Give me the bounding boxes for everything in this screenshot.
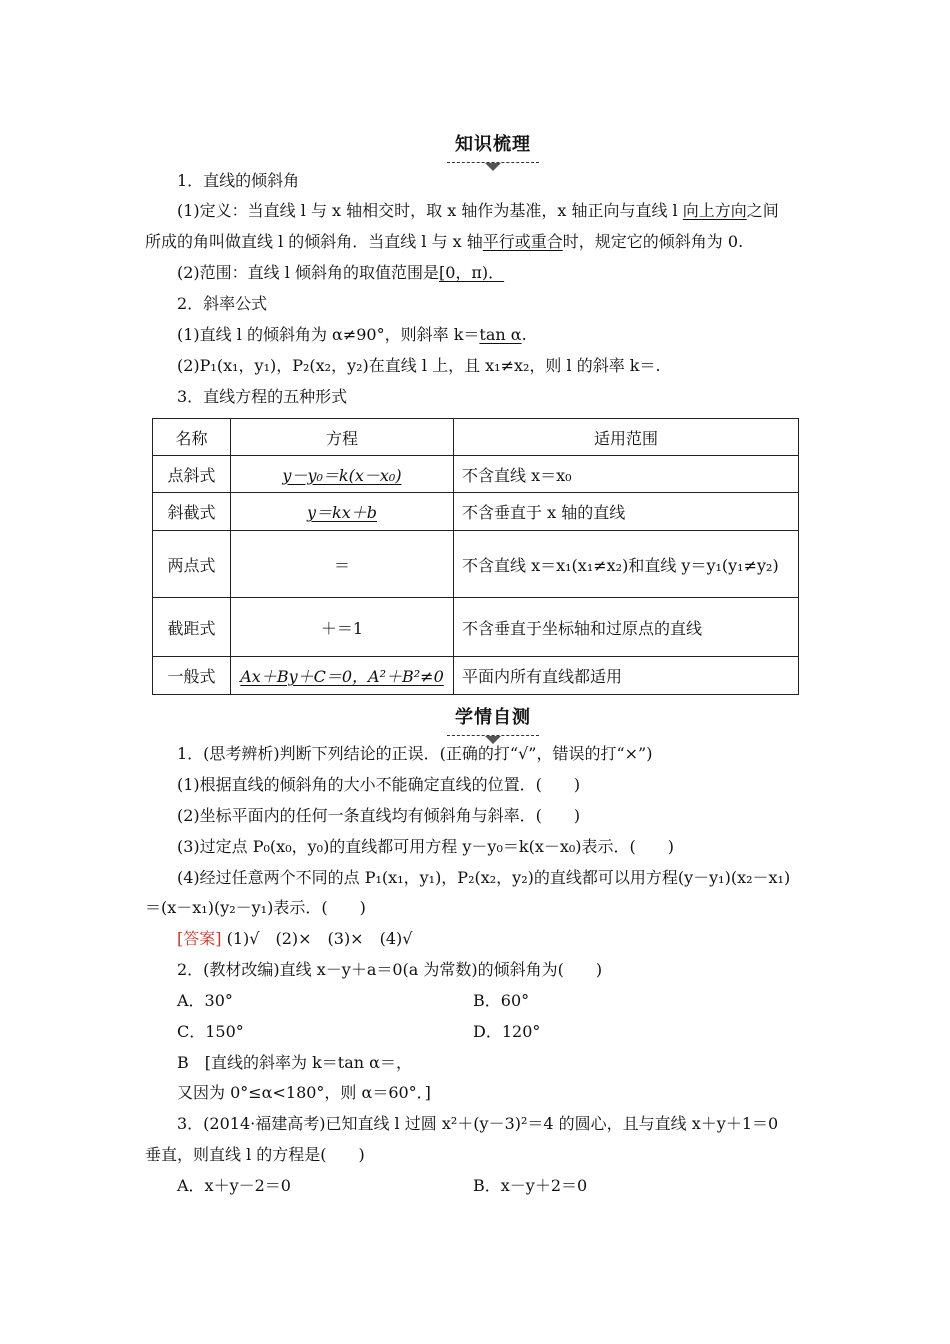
row-name: 斜截式 <box>153 493 231 531</box>
text: (2)范围：直线 l 倾斜角的取值范围是 <box>177 263 439 282</box>
table-row <box>153 657 799 695</box>
q3-option-a: A．x＋y－2＝0 <box>177 1176 291 1195</box>
equation-text: y－y₀＝k(x－x₀) <box>282 465 402 485</box>
row-equation <box>231 657 454 695</box>
q3-title-cont: 垂直，则直线 l 的方程是( ) <box>145 1145 365 1164</box>
row-name: 两点式 <box>153 531 231 598</box>
answer-fill: 平行或重合 <box>482 232 563 251</box>
s2-title: 2．斜率公式 <box>177 294 268 313</box>
table-row <box>153 493 799 531</box>
table-header-row <box>153 419 799 456</box>
row-equation: ＋＝1 <box>231 598 454 657</box>
row-scope: 不含直线 x＝x₀ <box>454 456 799 493</box>
answer-fill: [0，π)． <box>438 263 505 282</box>
answer-fill: tan α <box>479 325 522 344</box>
q1-answer <box>177 928 412 950</box>
row-scope: 不含垂直于 x 轴的直线 <box>454 493 799 531</box>
s1-definition <box>177 200 779 222</box>
text: (1)直线 l 的倾斜角为 α≠90°，则斜率 k＝ <box>177 325 480 344</box>
row-name: 一般式 <box>153 657 231 695</box>
down-triangle-icon <box>485 163 501 171</box>
table-row <box>153 598 799 657</box>
heading-text: 学情自测 <box>455 707 531 728</box>
s1-range <box>177 262 504 284</box>
header-scope: 适用范围 <box>454 419 799 456</box>
q1-item: (3)过定点 P₀(x₀，y₀)的直线都可用方程 y－y₀＝k(x－x₀)表示．( ) <box>177 837 675 856</box>
q2-title: 2．(教材改编)直线 x－y＋a＝0(a 为常数)的倾斜角为( ) <box>177 960 603 979</box>
equation-text: y＝kx＋b <box>306 503 377 522</box>
equation-text: Ax＋By＋C＝0，A²＋B²≠0 <box>240 667 444 686</box>
q1-item: (4)经过任意两个不同的点 P₁(x₁，y₁)，P₂(x₂，y₂)的直线都可以用方程(y－y₁)(x₂－x₁) <box>177 868 791 887</box>
text: 之间 <box>746 201 779 220</box>
section-heading-knowledge <box>447 130 539 171</box>
answer-tag: [答案] <box>177 929 222 948</box>
s2-line1 <box>177 324 527 346</box>
table-row <box>153 531 799 598</box>
answer-fill: 向上方向 <box>682 201 747 220</box>
q2-option-c: C．150° <box>177 1022 244 1041</box>
q1-title: 1．(思考辨析)判断下列结论的正误．(正确的打“√”，错误的打“×”) <box>177 744 653 763</box>
row-equation: ＝ <box>231 531 454 598</box>
header-equation: 方程 <box>231 419 454 456</box>
text: . <box>521 325 527 344</box>
s1-title: 1．直线的倾斜角 <box>177 171 300 190</box>
heading-text: 知识梳理 <box>455 134 531 155</box>
s3-title: 3．直线方程的五种形式 <box>177 387 348 406</box>
row-equation <box>231 493 454 531</box>
row-scope: 不含垂直于坐标轴和过原点的直线 <box>454 598 799 657</box>
s2-line2: (2)P₁(x₁，y₁)，P₂(x₂，y₂)在直线 l 上，且 x₁≠x₂，则 l 的斜率 k＝. <box>177 356 661 375</box>
header-name: 名称 <box>153 419 231 456</box>
answer-text: (1)√ (2)× (3)× (4)√ <box>221 929 413 948</box>
s1-definition-cont <box>145 231 743 253</box>
row-name: 截距式 <box>153 598 231 657</box>
section-heading-self-test <box>447 703 539 744</box>
q2-option-b: B．60° <box>473 991 530 1010</box>
row-equation <box>231 456 454 493</box>
q2-option-d: D．120° <box>473 1022 541 1041</box>
q1-item: (1)根据直线的倾斜角的大小不能确定直线的位置．( ) <box>177 775 581 794</box>
q2-solution: B [直线的斜率为 k＝tan α＝， <box>177 1053 412 1072</box>
q2-solution-cont: 又因为 0°≤α<180°，则 α＝60°．] <box>177 1083 431 1102</box>
q1-item-cont: ＝(x－x₁)(y₂－y₁)表示．( ) <box>145 898 366 917</box>
row-scope: 不含直线 x＝x₁(x₁≠x₂)和直线 y＝y₁(y₁≠y₂) <box>454 531 799 598</box>
q1-item: (2)坐标平面内的任何一条直线均有倾斜角与斜率．( ) <box>177 806 581 825</box>
text: (1)定义：当直线 l 与 x 轴相交时，取 x 轴作为基准，x 轴正向与直线 l <box>177 201 683 220</box>
q3-option-b: B．x－y＋2＝0 <box>473 1176 588 1195</box>
text: 所成的角叫做直线 l 的倾斜角．当直线 l 与 x 轴 <box>145 232 483 251</box>
row-name: 点斜式 <box>153 456 231 493</box>
table-row <box>153 456 799 493</box>
row-scope: 平面内所有直线都适用 <box>454 657 799 695</box>
q2-option-a: A．30° <box>177 991 233 1010</box>
equation-forms-table <box>152 418 799 695</box>
q3-title: 3．(2014·福建高考)已知直线 l 过圆 x²＋(y－3)²＝4 的圆心，且与直线 x＋y＋1＝0 <box>177 1114 779 1133</box>
text: 时，规定它的倾斜角为 0. <box>562 232 744 251</box>
